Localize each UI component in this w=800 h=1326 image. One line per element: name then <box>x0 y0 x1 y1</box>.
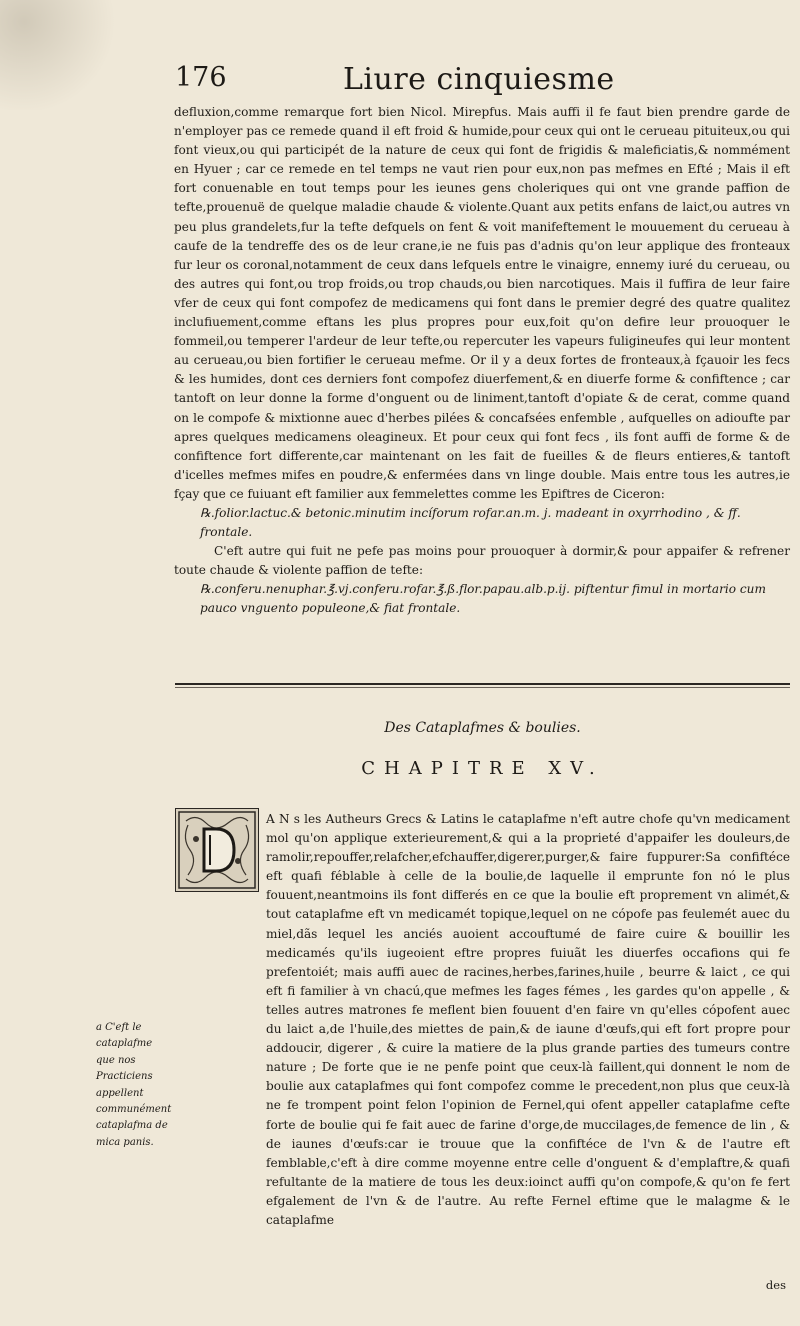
section-rule <box>175 683 790 685</box>
paper-stain <box>0 0 120 110</box>
recipe: ℞.conferu.nenuphar.℥.vj.conferu.rofar.℥.ß.flor.papau.alb.p.ij. piftentur fimul in mortario cum pauco vnguento populeone,& fiat frontale. <box>200 582 766 616</box>
page-number: 176 <box>175 62 227 93</box>
main-text-block <box>174 103 790 619</box>
page-header <box>175 62 775 102</box>
paragraph: C'eft autre qui fuit ne pefe pas moins pour prouoquer à dormir,& pour appaifer & refrener toute chaude & violente paffion de tefte: <box>174 544 790 578</box>
section-title: Des Cataplafmes & boulies. <box>384 720 581 736</box>
section-rule-thin <box>175 687 790 688</box>
margin-note: a C'eft le cataplafme que nos Practiciens appellent communément cataplafma de mica panis. <box>96 1022 172 1148</box>
paragraph: defluxion,comme remarque fort bien Nicol. Mirepfus. Mais auffi il fe faut bien prendre garde de n'employer pas ce remede quand il eft froid & humide,pour ceux qui ont le cerueau pituiteux,ou qui font vieux,ou qui participét de la nature de ceux qui font de frigidis & maleficiatis,& nommément en Hyuer ; car ce remede en tel temps ne vaut rien pour eux,non pas mefmes en Efté ; Mais il eft fort conuenable en tout temps pour les ieunes gens choleriques qui ont vne grande paffion de tefte,prouenuë de quelque maladie chaude & violente.Quant aux petits enfans de laict,ou autres vn peu plus grandelets,fur la tefte defquels on fent & voit manifeftement le mouuement du cerueau à caufe de la tendreffe des os de leur crane,ie ne fuis pas d'adnis qu'on leur applique des fronteaux fur leur os coronal,notamment de ceux dans lefquels entre le vinaigre, ennemy iuré du cerueau, ou des autres qui font,ou trop froids,ou trop chauds,ou bien narcotiques. Mais il fuffira de leur faire vfer de ceux qui font compofez de medicamens qui font dans le premier degré des quatre qualitez inclufiuement,comme eftans les plus propres pour eux,foit qu'on defire leur prouoquer le fommeil,ou temperer l'ardeur de leur tefte,ou repercuter les vapeurs fuligineufes qui leur montent au cerueau,ou bien fortifier le cerueau mefme. Or il y a deux fortes de fronteaux,à fçauoir les fecs & les humides, dont ces derniers font compofez diuerfement,& en diuerfe forme & confiftence ; car tantoft on leur donne la forme d'onguent ou de liniment,tantoft d'opiate & de cerat, comme quand on le compofe & mixtionne auec d'herbes pilées & concafsées enfemble , aufquelles on adioufte par apres quelques medicamens oleagineux. Et pour ceux qui font fecs , ils font auffi de forme & de confiftence fort differente,car maintenant on les fait de fueilles & de fleurs entieres,& tantoft d'icelles mefmes mifes en poudre,& enfermées dans vn linge double. Mais entre tous les autres,ie fçay que ce fuiuant eft familier aux femmelettes comme les Epiftres de Ciceron: <box>174 105 790 501</box>
running-title: Liure cinquiesme <box>343 62 615 97</box>
chapter-text-continued <box>174 886 790 1278</box>
chapter-first-lines: A N s les Autheurs Grecs & Latins le cataplafme n'eft autre chofe qu'vn medicament mol qu'on applique exterieurement,& qui a la proprieté d'appaifer les douleurs,de ramolir,repouffer,relafcher,efchauffer,digerer,purger,& faire fuppurer:Sa confiftéce eft quafi féblable à celle de la boulie,de laquelle il emprunte fon nó le plus fouuent,neantmoins ils font differés en ce que la boulie eft proprement vn alimét,& tout cataplafme eft vn medicamét topique,lequel on ne cópofe pas feulemét auec du miel,dãs lequel les anciés auoient accouftumé de faire cuire & bouillir les medicamés qu'ils iugeoient eftre propres fuiuãt les diuerfes occafions qui fe prefentoiét; mais auffi auec de racines,herbes,farines,huile , beurre & laict , ce qui eft fi familier à vn chacú,que mefmes les fages fémes , les gardes qu'on appelle , & telles autres matrones fe meflent bien fouuent d'en faire vn qu'elles cópofent auec du laict a,de l'huile,des miettes de pain,& de iaune d'œufs,qui eft fort propre pour addoucir, digerer , & cuire la matiere de la plus grande parties des tumeurs contre nature ; De forte que ie ne penfe point que ceux-là faillent,qui donnent le nom de boulie aux cataplafmes qui font compofez comme le precedent,non plus que ceux-là ne fe trompent point felon l'opinion de Fernel,qui ofent appeller cataplafme cefte forte de boulie qui fe fait auec de farine d'orge,de muccilages,de femence de lin , & de iaunes d'œufs:car ie trouue que la confiftéce de l'vn & de l'autre eft femblable,c'eft à dire comme moyenne entre celle d'onguent & d'emplaftre,& quafi refultante de la matiere de tous les deux:ioinct auffi qu'on compofe,& qu'on fe fert efgalement de l'vn & de l'autre. Au refte Fernel eftime que le malagme & le cataplafme <box>266 812 790 1227</box>
catchword: des <box>765 1278 786 1292</box>
chapter-paragraph <box>174 810 790 1278</box>
chapter-heading: CHAPITRE XV. <box>361 758 604 779</box>
recipe: ℞.folior.lactuc.& betonic.minutim incíforum rofar.an.m. j. madeant in oxyrrhodino , & ff. frontale. <box>200 505 741 540</box>
